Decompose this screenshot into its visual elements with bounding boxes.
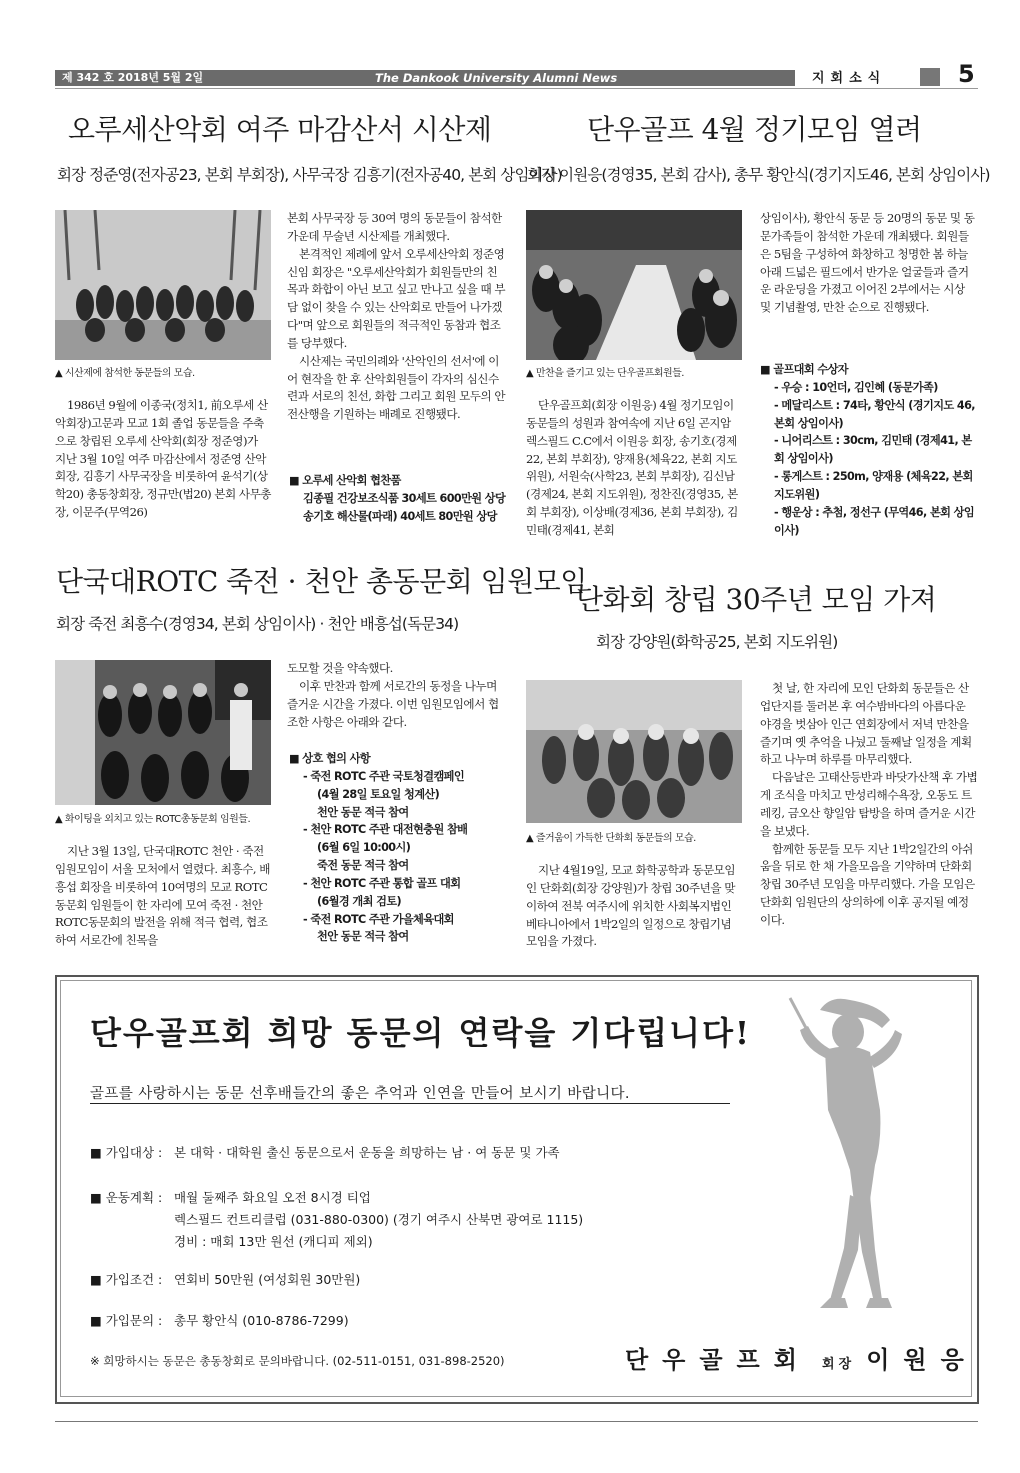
article3-title: 단국대ROTC 죽전 · 천안 총동문회 임원모임 — [56, 565, 587, 598]
ad-row-value: 본 대학 · 대학원 출신 동문으로서 운동을 희망하는 남 · 여 동문 및 가족 — [174, 1145, 560, 1160]
article2-col2 — [760, 210, 978, 317]
ad-sign-club: 단우골프회 — [625, 1345, 811, 1374]
ad-sign-name: 이원응 — [866, 1345, 978, 1374]
ad-row-label: ■ 가입문의 : — [90, 1313, 163, 1328]
list-item: 천안 동문 적극 참여 — [317, 805, 409, 819]
ad-row-eligibility — [90, 1143, 690, 1161]
article1-subtitle: 회장 정준영(전자공23, 본회 부회장), 사무국장 김흥기(전자공40, 본회 상임이사) — [57, 166, 562, 184]
list-title: ■ 상호 협의 사항 — [289, 752, 371, 765]
article3-agreement-list — [289, 750, 509, 946]
article1-caption: ▲ 시산제에 참석한 동문들의 모습. — [55, 368, 195, 379]
ad-signature — [625, 1340, 978, 1375]
paragraph: 상임이사), 황안식 동문 등 20명의 동문 및 동문가족들이 참석한 가운데 개최됐다. 회원들은 5팀을 구성하여 화창하고 청명한 봄 하늘 아래 드넓은 필드에서 반가운 얼굴들과 즐거운 라운딩을 가졌고 이어진 2부에서는 시상 및 기념촬영, 만찬 순으로 진행됐다. — [760, 211, 975, 315]
ad-row-value: 총무 황안식 (010-8786-7299) — [174, 1313, 349, 1328]
golfer-silhouette-icon — [770, 990, 950, 1330]
paragraph: 이후 만찬과 함께 서로간의 동정을 나누며 즐거운 시간을 가졌다. 이번 임원모임에서 협조한 사항은 아래와 같다. — [287, 678, 499, 729]
ad-row-label: ■ 가입대상 : — [90, 1145, 163, 1160]
page-number: 5 — [958, 60, 975, 88]
paragraph: 1986년 9월에 이종국(정치1, 前오루세 산악회장)고문과 모교 1회 졸업 동문들을 주축으로 창립된 오루세 산악회(회장 정준영)가 지난 3월 10일 여주 마감산에서 정준영 산악회장, 김흥기 사무국장을 비롯하여 윤석기(상학20) 총동창회장, 정규만(법20) 본회 사무총장, 이문주(무역26) — [55, 398, 271, 520]
paragraph: 지난 4월19일, 모교 화학공학과 동문모임인 단화회(회장 강양원)가 창립 30주년을 맞이하여 전북 여주시에 위치한 사회복지법인 베타니아에서 1박2일의 일정으로 창립기념 모임을 가졌다. — [526, 863, 736, 949]
section-name: 지회소식 — [812, 71, 887, 86]
ad-row-value: 연회비 50만원 (여성회원 30만원) — [174, 1272, 361, 1287]
ad-subline-rule — [90, 1103, 730, 1104]
paragraph: 다음날은 고태산등반과 바닷가산책 후 가볍게 조식을 마치고 만성리해수욕장, 오동도 트레킹, 금오산 향일암 탐방을 하며 즐거운 시간을 보냈다. — [760, 770, 978, 838]
ad-note: ※ 희망하시는 동문은 총동창회로 문의바랍니다. (02-511-0151, 031-898-2520) — [90, 1354, 505, 1368]
article4-title: 단화회 창립 30주년 모임 가져 — [576, 583, 937, 616]
ad-subline: 골프를 사랑하시는 동문 선후배들간의 좋은 추억과 인연을 만들어 보시기 바랍니다. — [90, 1086, 630, 1102]
footer-rule — [55, 1421, 978, 1422]
article1-sponsor-list — [289, 472, 509, 526]
list-item: 송기호 해산물(파래) 40세트 80만원 상당 — [303, 509, 497, 523]
list-item: (6월 6일 10:00시) — [317, 841, 411, 855]
article2-award-list — [760, 361, 978, 539]
article3-subtitle: 회장 죽전 최흥수(경영34, 본회 상임이사) · 천안 배흥섭(독문34) — [56, 615, 459, 633]
list-item: - 우승 : 10언더, 김인혜 (동문가족) — [774, 380, 938, 394]
newspaper-name: The Dankook University Alumni News — [375, 71, 618, 85]
article2-photo — [526, 210, 742, 360]
ad-row-value: 매월 둘째주 화요일 오전 8시경 티업 — [174, 1190, 371, 1205]
paragraph: 함께한 동문들 모두 지난 1박2일간의 아쉬움을 뒤로 한 채 가을모음을 기약하며 단화회 창립 30주년 모임을 마무리했다. 가을 모임은 단화회 임원단의 상의하에 이후 공지될 예정이다. — [760, 841, 975, 927]
header-rule — [55, 88, 978, 89]
article4-photo — [526, 680, 742, 823]
list-item: - 행운상 : 추첨, 정선구 (무역46, 본회 상임이사) — [774, 505, 975, 537]
ad-row-conditions — [90, 1270, 690, 1288]
list-item: 죽전 동문 적극 참여 — [317, 859, 409, 873]
list-item: - 천안 ROTC 주관 통합 골프 대회 — [303, 876, 461, 890]
article1-col2 — [287, 210, 507, 424]
ad-row-schedule — [90, 1187, 690, 1253]
list-item: - 니어리스트 : 30cm, 김민태 (경제41, 본회 상임이사) — [774, 434, 972, 466]
list-item: 천안 동문 적극 참여 — [317, 930, 409, 944]
paragraph: 본격적인 제례에 앞서 오루세산악회 정준영 신임 회장은 "오루세산악회가 회원들만의 친목과 화합이 아닌 보고 싶고 만나고 싶을 때 부담 없이 찾을 수 있는 산악회로 만들어 나가겠다"며 앞으로 회원들의 적극적인 동참과 협조를 당부했다. — [287, 246, 506, 350]
ad-row-label: ■ 운동계획 : — [90, 1190, 163, 1205]
list-item: (6월경 개최 검토) — [317, 894, 402, 908]
paragraph: 첫 날, 한 자리에 모인 단화회 동문들은 산업단지를 둘러본 후 여수밤바다의 아름다운 야경을 벗삼아 인근 연회장에서 저녁 만찬을 즐기며 옛 추억을 나눴고 둘째날 일정을 계획하고 나누며 하루를 마무리했다. — [760, 681, 972, 767]
ad-sign-role: 회장 — [822, 1357, 856, 1372]
ad-headline: 단우골프회 희망 동문의 연락을 기다립니다! — [90, 1014, 752, 1052]
paragraph: 단우골프회(회장 이원응) 4월 정기모임이 동문들의 성원과 참여속에 지난 6일 곤지암 렉스필드 C.C에서 이원응 회장, 송기호(경제22, 본회 부회장), 양재용(체육22, 본회 지도위원), 서원숙(사학23, 본회 부회장), 김신남(경제24, 본회 지도위원), 정찬진(경영35, 본회 부회장), 이상배(경제36, 본회 부회장), 김민태(경제41, 본회 — [526, 398, 738, 537]
article3-col2 — [287, 660, 507, 731]
ad-row-value: 경비 : 매회 13만 원선 (캐디피 제외) — [174, 1234, 373, 1249]
article4-col2 — [760, 680, 978, 930]
paragraph: 지난 3월 13일, 단국대ROTC 천안 · 죽전 임원모임이 서울 모처에서 열렸다. 최흥수, 배흥섭 회장을 비롯하여 10여명의 모교 ROTC동문회 임원들이 한 자리에 모여 죽전 · 천안 ROTC동문회의 발전을 위해 적극 협력, 협조하여 서로간에 친목을 — [55, 844, 270, 948]
article4-subtitle: 회장 강양원(화학공25, 본회 지도위원) — [596, 633, 838, 651]
paragraph: 도모할 것을 약속했다. — [287, 661, 393, 675]
article2-subtitle: 회장 이원응(경영35, 본회 감사), 총무 황안식(경기지도46, 본회 상임이사) — [527, 166, 990, 184]
section-marker — [920, 68, 940, 86]
ad-row-value: 렉스필드 컨트리클럽 (031-880-0300) (경기 여주시 산북면 광여로 1115) — [174, 1212, 584, 1227]
list-item: - 메달리스트 : 74타, 황안식 (경기지도 46, 본회 상임이사) — [774, 398, 975, 430]
ad-row-inquiry — [90, 1311, 690, 1329]
list-item: - 천안 ROTC 주관 대전현충원 참배 — [303, 823, 468, 837]
list-title: ■ 오루세 산악회 협찬품 — [289, 474, 401, 487]
article1-col1 — [55, 397, 271, 522]
article3-caption: ▲ 화이팅을 외치고 있는 ROTC총동문회 임원들. — [55, 814, 251, 825]
article2-col1 — [526, 397, 742, 540]
issue-info: 제 342 호 2018년 5월 2일 — [62, 71, 204, 84]
article1-photo — [55, 210, 271, 360]
article4-caption: ▲ 즐거움이 가득한 단화회 동문들의 모습. — [526, 833, 696, 844]
list-item: - 죽전 ROTC 주관 가을체육대회 — [303, 912, 454, 926]
list-item: - 죽전 ROTC 주관 국토청결캠페인 — [303, 769, 465, 783]
list-item: - 롱게스트 : 250m, 양재용 (체육22, 본회 지도위원) — [774, 470, 973, 501]
article2-title: 단우골프 4월 정기모임 열려 — [587, 113, 922, 146]
article4-col1 — [526, 862, 742, 951]
list-title: ■ 골프대회 수상자 — [760, 363, 849, 376]
article3-photo — [55, 660, 271, 805]
list-item: 김종필 건강보조식품 30세트 600만원 상당 — [303, 491, 506, 505]
article1-title: 오루세산악회 여주 마감산서 시산제 — [68, 113, 492, 146]
article3-col1 — [55, 843, 271, 950]
paragraph: 본회 사무국장 등 30여 명의 동문들이 참석한 가운데 무술년 시산제를 개최했다. — [287, 211, 502, 243]
paragraph: 시산제는 국민의례와 '산악인의 선서'에 이어 현작을 한 후 산악회원들이 각자의 심신수련과 서로의 친선, 화합 그리고 회원 모두의 안전산행을 기원하는 배례로 진행됐다. — [287, 353, 506, 422]
article2-caption: ▲ 만찬을 즐기고 있는 단우골프회원들. — [526, 368, 684, 379]
list-item: (4월 28일 토요일 청계산) — [317, 787, 440, 801]
ad-row-label: ■ 가입조건 : — [90, 1272, 163, 1287]
